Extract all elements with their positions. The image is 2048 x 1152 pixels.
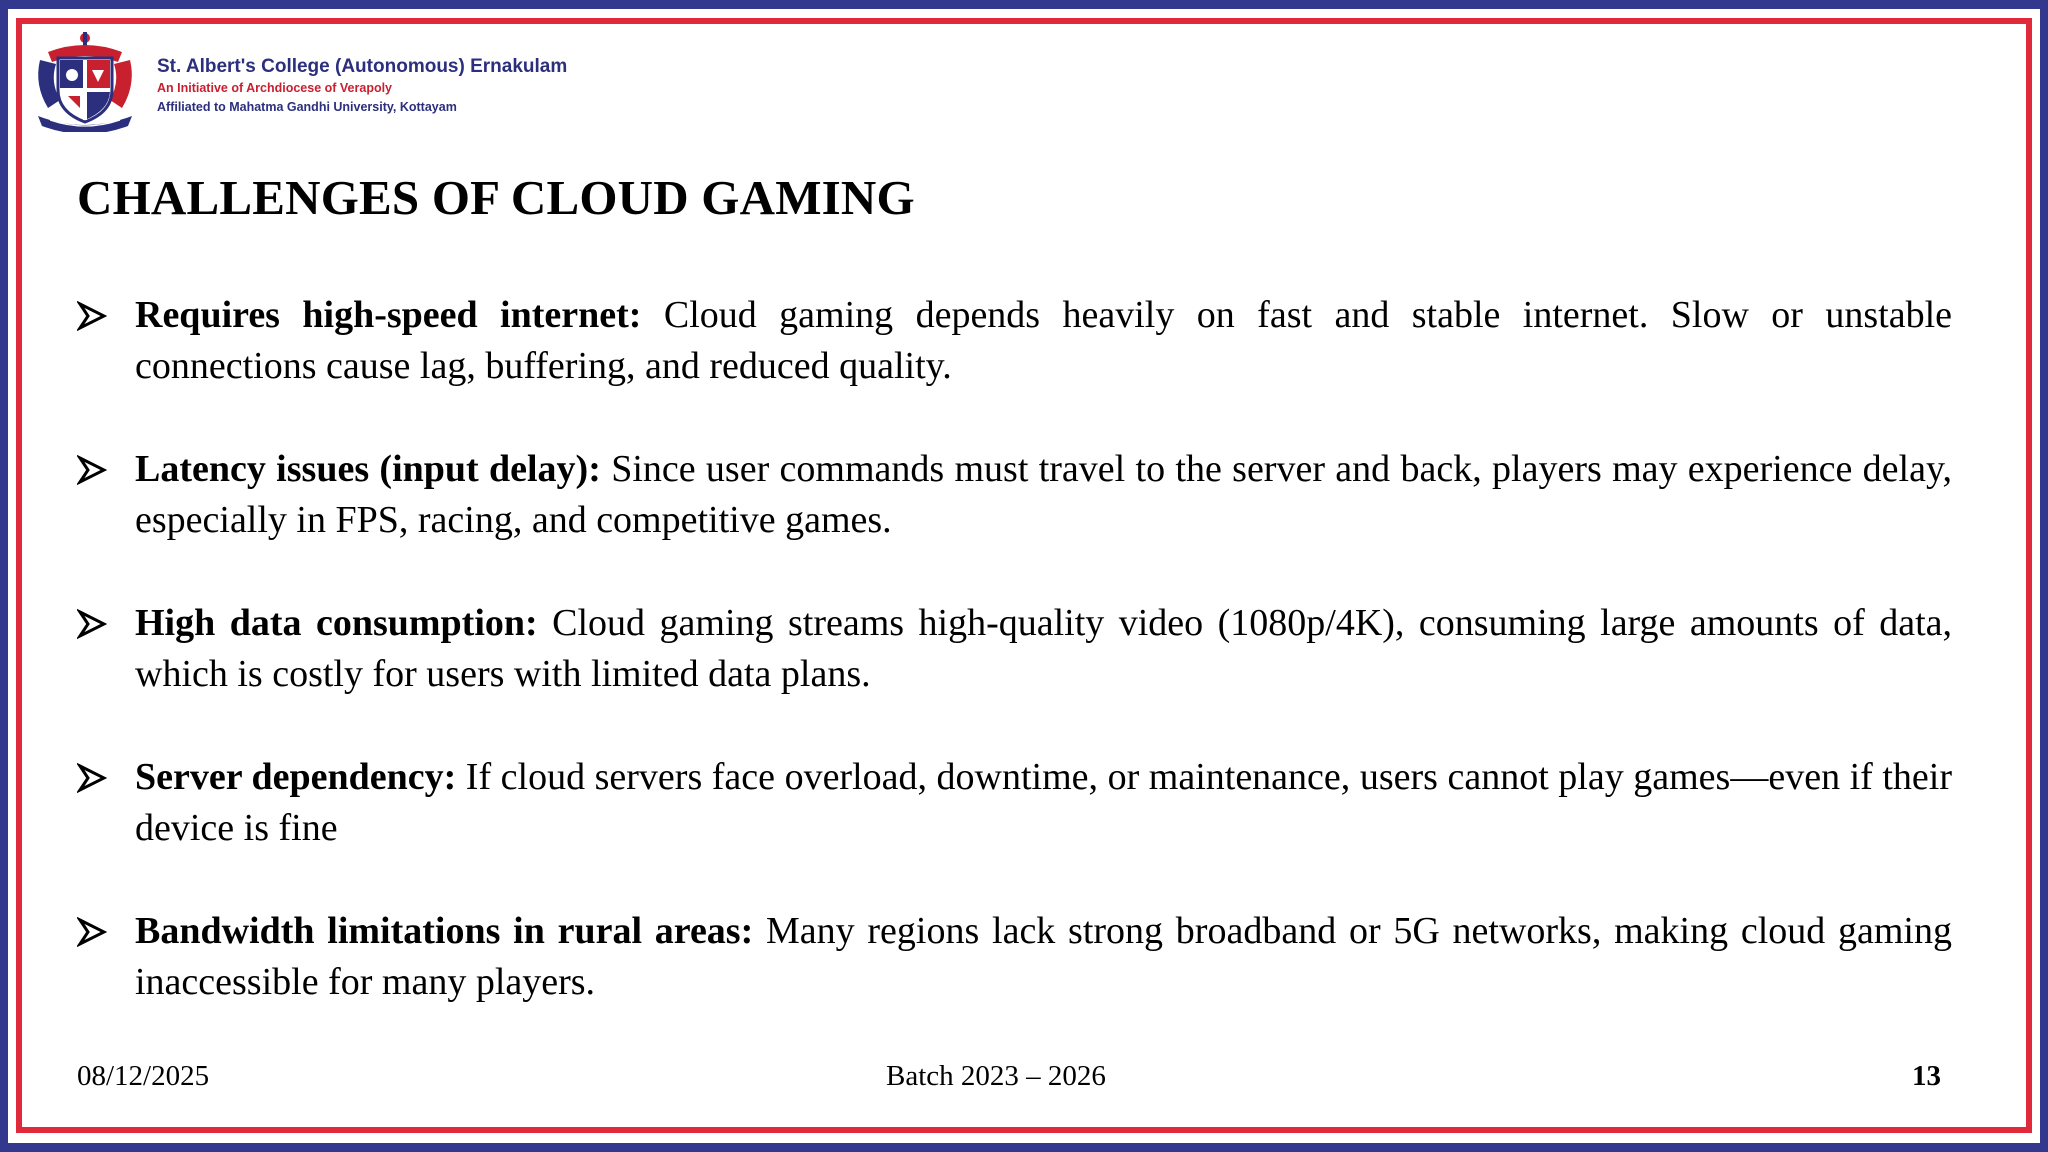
college-crest-icon — [30, 30, 140, 132]
bullet-heading: Server dependency: — [135, 756, 457, 798]
bullet-text — [135, 444, 1952, 546]
college-name: St. Albert's College (Autonomous) Ernakulam — [157, 56, 568, 77]
bullet-body: Cloud gaming depends heavily on fast and stable internet. Slow or unstable connections cause lag, buffering, and reduced quality. — [135, 294, 1952, 387]
bullet-text — [135, 752, 1952, 854]
bullet-body: If cloud servers face overload, downtime, or maintenance, users cannot play games—even if their device is fine — [135, 756, 1953, 849]
list-item — [77, 752, 1952, 906]
bullet-heading: Requires high-speed internet: — [135, 294, 642, 336]
college-initiative: An Initiative of Archdiocese of Verapoly — [157, 81, 393, 95]
footer-batch: Batch 2023 – 2026 — [886, 1060, 1106, 1092]
arrowhead-bullet-icon — [77, 294, 107, 334]
bullet-heading: Latency issues (input delay): — [135, 448, 601, 490]
college-header — [157, 55, 567, 117]
arrowhead-bullet-icon — [77, 448, 107, 488]
slide-title: CHALLENGES OF CLOUD GAMING — [77, 170, 915, 225]
arrowhead-bullet-icon — [77, 756, 107, 796]
bullet-heading: High data consumption: — [135, 602, 538, 644]
bullet-text — [135, 906, 1952, 1008]
bullet-list — [77, 290, 1952, 1060]
page-number: 13 — [1912, 1060, 1941, 1092]
list-item — [77, 598, 1952, 752]
list-item — [77, 290, 1952, 444]
arrowhead-bullet-icon — [77, 602, 107, 642]
bullet-text — [135, 598, 1952, 700]
list-item — [77, 906, 1952, 1060]
college-affiliation: Affiliated to Mahatma Gandhi University, Kottayam — [157, 100, 457, 114]
bullet-body: Cloud gaming streams high-quality video (1080p/4K), consuming large amounts of data, which is costly for users with limited data plans. — [135, 602, 1953, 695]
list-item — [77, 444, 1952, 598]
bullet-body: Many regions lack strong broadband or 5G networks, making cloud gaming inaccessible for many players. — [135, 910, 1952, 1003]
bullet-body: Since user commands must travel to the server and back, players may experience delay, especially in FPS, racing, and competitive games. — [135, 448, 1952, 541]
bullet-heading: Bandwidth limitations in rural areas: — [135, 910, 754, 952]
arrowhead-bullet-icon — [77, 910, 107, 950]
bullet-text — [135, 290, 1952, 392]
footer-date: 08/12/2025 — [77, 1060, 210, 1092]
